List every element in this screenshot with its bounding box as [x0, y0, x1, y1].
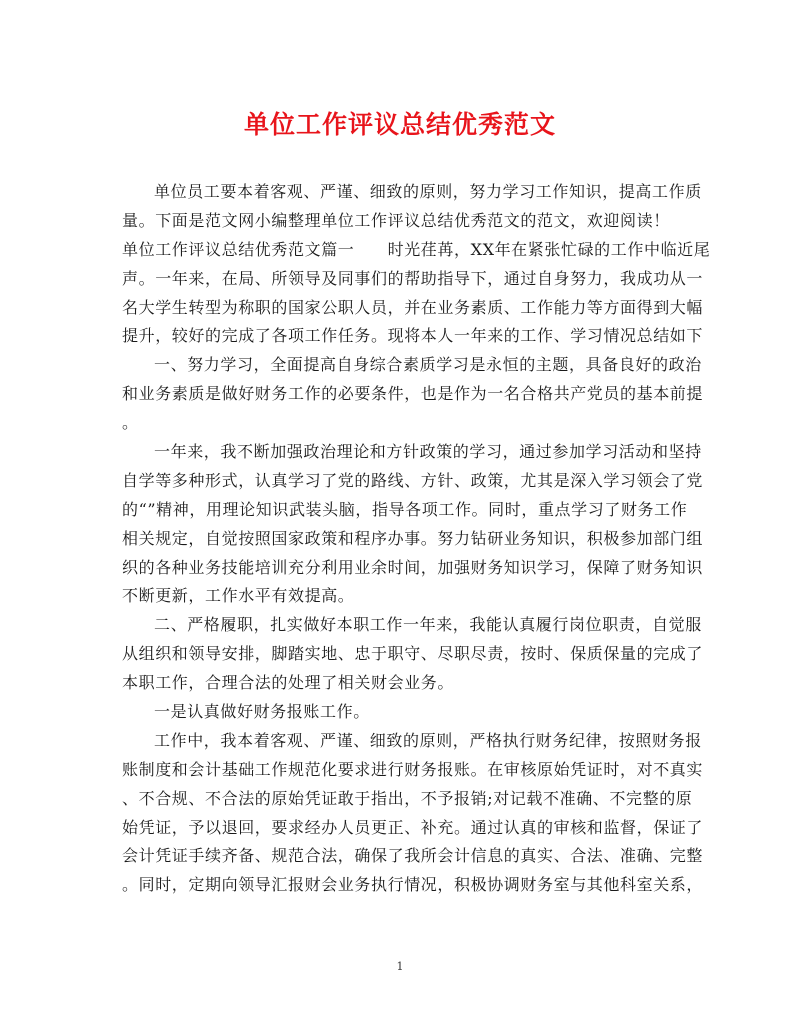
text-line: 量。下面是范文网小编整理单位工作评议总结优秀范文的范文，欢迎阅读！: [122, 210, 670, 230]
text-line: 从组织和领导安排，脚踏实地、忠于职守、尽职尽责，按时、保质保量的完成了: [122, 644, 704, 664]
text-line: 不断更新，工作水平有效提高。: [122, 586, 355, 606]
text-line: 提升，较好的完成了各项工作任务。现将本人一年来的工作、学习情况总结如下: [122, 326, 704, 346]
document-body: [122, 178, 711, 900]
text-line: 一、努力学习，全面提高自身综合素质学习是永恒的主题，具备良好的政治: [154, 355, 702, 375]
text-line: 。: [122, 413, 139, 433]
page-number: 1: [396, 960, 404, 973]
text-line: 单位员工要本着客观、严谨、细致的原则，努力学习工作知识，提高工作质: [154, 182, 702, 201]
text-line: 声。一年来，在局、所领导及同事们的帮助指导下，通过自身努力，我成功从一: [122, 268, 704, 288]
text-line: 账制度和会计基础工作规范化要求进行财务报账。在审核原始凭证时，对不真实: [122, 759, 704, 779]
document-title: 单位工作评议总结优秀范文: [243, 110, 556, 139]
text-line: 一年来，我不断加强政治理论和方针政策的学习，通过参加学习活动和坚持: [154, 442, 702, 462]
text-line: 会计凭证手续齐备、规范合法，确保了我所会计信息的真实、合法、准确、完整: [122, 846, 704, 866]
text-line: 织的各种业务技能培训充分利用业余时间，加强财务知识学习，保障了财务知识: [122, 557, 704, 577]
text-line: 工作中，我本着客观、严谨、细致的原则，严格执行财务纪律，按照财务报: [154, 730, 702, 750]
text-line: 本职工作，合理合法的处理了相关财会业务。: [122, 673, 455, 693]
text-line: 单位工作评议总结优秀范文篇一 时光荏苒，XX年在紧张忙碌的工作中临近尾: [122, 239, 711, 259]
text-line: 自学等多种形式，认真学习了党的路线、方针、政策，尤其是深入学习领会了党: [122, 470, 704, 490]
text-line: 二、严格履职，扎实做好本职工作一年来，我能认真履行岗位职责，自觉服: [154, 615, 702, 635]
text-line: 的“”精神，用理论知识武装头脑，指导各项工作。同时，重点学习了财务工作: [122, 499, 688, 519]
text-line: 一是认真做好财务报账工作。: [154, 702, 370, 722]
text-line: 、不合规、不合法的原始凭证敢于指出，不予报销;对记载不准确、不完整的原: [122, 788, 693, 808]
text-line: 始凭证，予以退回，要求经办人员更正、补充。通过认真的审核和监督，保证了: [122, 817, 704, 837]
text-line: 。同时，定期向领导汇报财会业务执行情况，积极协调财务室与其他科室关系，: [122, 875, 704, 895]
text-line: 相关规定，自觉按照国家政策和程序办事。努力钻研业务知识，积极参加部门组: [122, 528, 704, 548]
text-line: 和业务素质是做好财务工作的必要条件，也是作为一名合格共产党员的基本前提: [122, 384, 704, 404]
text-line: 名大学生转型为称职的国家公职人员，并在业务素质、工作能力等方面得到大幅: [122, 297, 704, 317]
